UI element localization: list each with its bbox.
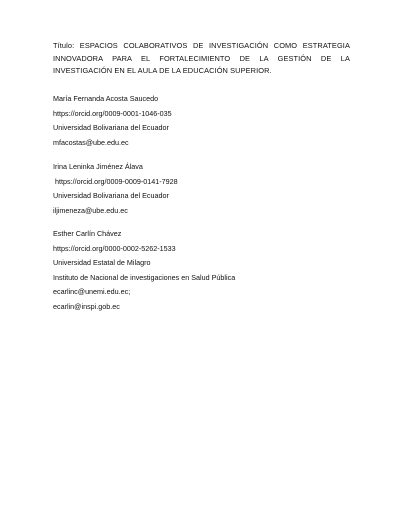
author-block-3	[53, 227, 353, 314]
author-institution: Universidad Bolivariana del Ecuador	[53, 191, 169, 200]
author-orcid: https://orcid.org/0000-0002-5262-1533	[53, 243, 176, 253]
author-name: María Fernanda Acosta Saucedo	[53, 94, 159, 103]
author-institution: Universidad Bolivariana del Ecuador	[53, 123, 169, 132]
document-title: Título: ESPACIOS COLABORATIVOS DE INVESTIGACIÓN COMO ESTRATEGIA INNOVADORA PARA EL FORTALECIMIENTO DE LA GESTIÓN DE LA INVESTIGACIÓN EN EL AULA DE LA EDUCACIÓN SUPERIOR.	[53, 41, 350, 75]
author-email: mfacostas@ube.edu.ec	[53, 137, 129, 147]
author-orcid: https://orcid.org/0009-0009-0141-7928	[53, 176, 178, 186]
author-block-1	[53, 92, 353, 150]
author-orcid: https://orcid.org/0009-0001-1046-035	[53, 108, 172, 118]
author-email: iljimeneza@ube.edu.ec	[53, 205, 128, 215]
author-block-2	[53, 160, 353, 218]
author-name: Irina Leninka Jiménez Álava	[53, 162, 143, 171]
author-institution: Universidad Estatal de Milagro	[53, 258, 151, 267]
author-name: Esther Carlín Chávez	[53, 229, 122, 238]
author-email-secondary: ecarlin@inspi.gob.ec	[53, 301, 120, 311]
author-institution-secondary: Instituto de Nacional de investigaciones en Salud Pública	[53, 272, 236, 282]
author-email: ecarlinc@unemi.edu.ec;	[53, 287, 131, 296]
